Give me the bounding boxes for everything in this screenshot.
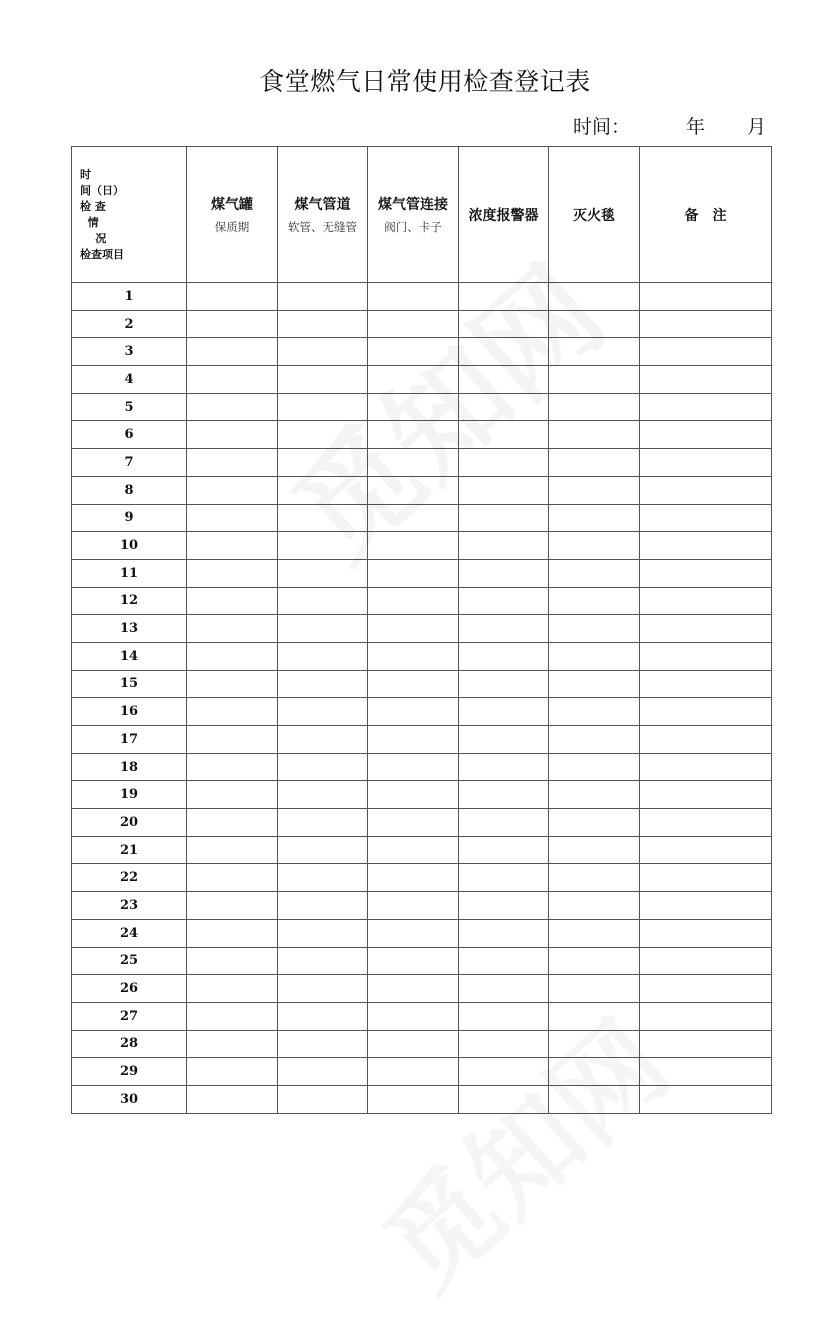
- col-subtitle: 阀门、卡子: [384, 220, 442, 234]
- entry-cell[interactable]: [549, 310, 640, 338]
- entry-cell[interactable]: [459, 476, 549, 504]
- entry-cell[interactable]: [549, 283, 640, 311]
- entry-cell[interactable]: [640, 393, 772, 421]
- entry-cell[interactable]: [368, 504, 459, 532]
- col-title: 灭火毯: [573, 207, 615, 224]
- row-number: 27: [72, 1002, 187, 1030]
- entry-cell[interactable]: [187, 1058, 278, 1086]
- entry-cell[interactable]: [459, 947, 549, 975]
- table-row: [72, 836, 772, 864]
- entry-cell[interactable]: [549, 670, 640, 698]
- table-row: [72, 919, 772, 947]
- row-number: 29: [72, 1058, 187, 1086]
- row-number: 9: [72, 504, 187, 532]
- entry-cell[interactable]: [368, 1058, 459, 1086]
- entry-cell[interactable]: [549, 781, 640, 809]
- entry-cell[interactable]: [640, 836, 772, 864]
- entry-cell[interactable]: [187, 449, 278, 477]
- entry-cell[interactable]: [459, 975, 549, 1003]
- row-number: 2: [72, 310, 187, 338]
- row-number: 1: [72, 283, 187, 311]
- entry-cell[interactable]: [187, 892, 278, 920]
- entry-cell[interactable]: [459, 532, 549, 560]
- table-row: [72, 476, 772, 504]
- entry-cell[interactable]: [187, 615, 278, 643]
- entry-cell[interactable]: [459, 753, 549, 781]
- entry-cell[interactable]: [549, 642, 640, 670]
- entry-cell[interactable]: [459, 809, 549, 837]
- table-row: [72, 809, 772, 837]
- col-header-gas-pipe: [278, 147, 368, 283]
- entry-cell[interactable]: [187, 642, 278, 670]
- col-title: 浓度报警器: [468, 207, 539, 224]
- entry-cell[interactable]: [278, 615, 368, 643]
- entry-cell[interactable]: [549, 1085, 640, 1113]
- row-number: 8: [72, 476, 187, 504]
- entry-cell[interactable]: [640, 504, 772, 532]
- table-row: [72, 310, 772, 338]
- row-number: 23: [72, 892, 187, 920]
- table-row: [72, 781, 772, 809]
- entry-cell[interactable]: [368, 809, 459, 837]
- col-subtitle: 保质期: [214, 220, 250, 234]
- entry-cell[interactable]: [640, 1085, 772, 1113]
- entry-cell[interactable]: [459, 310, 549, 338]
- table-row: [72, 698, 772, 726]
- table-row: [72, 283, 772, 311]
- entry-cell[interactable]: [459, 1002, 549, 1030]
- entry-cell[interactable]: [640, 726, 772, 754]
- entry-cell[interactable]: [278, 366, 368, 394]
- entry-cell[interactable]: [368, 947, 459, 975]
- entry-cell[interactable]: [368, 642, 459, 670]
- entry-cell[interactable]: [278, 504, 368, 532]
- entry-cell[interactable]: [187, 1030, 278, 1058]
- entry-cell[interactable]: [368, 559, 459, 587]
- entry-cell[interactable]: [640, 421, 772, 449]
- entry-cell[interactable]: [278, 809, 368, 837]
- entry-cell[interactable]: [187, 1002, 278, 1030]
- entry-cell[interactable]: [368, 836, 459, 864]
- entry-cell[interactable]: [278, 726, 368, 754]
- entry-cell[interactable]: [187, 532, 278, 560]
- entry-cell[interactable]: [549, 809, 640, 837]
- entry-cell[interactable]: [368, 864, 459, 892]
- entry-cell[interactable]: [187, 781, 278, 809]
- month-label: 月: [746, 116, 766, 138]
- col-title: 煤气管道: [294, 197, 351, 213]
- entry-cell[interactable]: [278, 532, 368, 560]
- entry-cell[interactable]: [187, 919, 278, 947]
- row-number: 10: [72, 532, 187, 560]
- entry-cell[interactable]: [549, 559, 640, 587]
- entry-cell[interactable]: [187, 1085, 278, 1113]
- entry-cell[interactable]: [187, 975, 278, 1003]
- entry-cell[interactable]: [278, 781, 368, 809]
- entry-cell[interactable]: [187, 559, 278, 587]
- entry-cell[interactable]: [187, 726, 278, 754]
- entry-cell[interactable]: [459, 1085, 549, 1113]
- entry-cell[interactable]: [459, 892, 549, 920]
- entry-cell[interactable]: [549, 864, 640, 892]
- entry-cell[interactable]: [640, 698, 772, 726]
- entry-cell[interactable]: [368, 587, 459, 615]
- col-subtitle: 软管、无缝管: [288, 220, 357, 234]
- entry-cell[interactable]: [549, 476, 640, 504]
- entry-cell[interactable]: [549, 587, 640, 615]
- table-row: [72, 449, 772, 477]
- row-number: 24: [72, 919, 187, 947]
- table-row: [72, 670, 772, 698]
- entry-cell[interactable]: [368, 283, 459, 311]
- table-row: [72, 532, 772, 560]
- row-number: 17: [72, 726, 187, 754]
- corner-line: 间（日）: [80, 183, 124, 197]
- entry-cell[interactable]: [640, 864, 772, 892]
- row-number: 6: [72, 421, 187, 449]
- entry-cell[interactable]: [278, 421, 368, 449]
- entry-cell[interactable]: [278, 670, 368, 698]
- entry-cell[interactable]: [549, 836, 640, 864]
- row-number: 21: [72, 836, 187, 864]
- table-row: [72, 892, 772, 920]
- entry-cell[interactable]: [640, 310, 772, 338]
- entry-cell[interactable]: [459, 836, 549, 864]
- entry-cell[interactable]: [368, 532, 459, 560]
- entry-cell[interactable]: [368, 919, 459, 947]
- entry-cell[interactable]: [368, 726, 459, 754]
- row-number: 12: [72, 587, 187, 615]
- entry-cell[interactable]: [368, 670, 459, 698]
- col-title: 煤气管连接: [378, 197, 448, 213]
- col-header-fire-blanket: [549, 147, 640, 283]
- col-header-remarks: [640, 147, 772, 283]
- entry-cell[interactable]: [640, 449, 772, 477]
- entry-cell[interactable]: [368, 421, 459, 449]
- entry-cell[interactable]: [640, 670, 772, 698]
- entry-cell[interactable]: [368, 310, 459, 338]
- entry-cell[interactable]: [187, 421, 278, 449]
- table-row: [72, 1030, 772, 1058]
- table-row: [72, 864, 772, 892]
- entry-cell[interactable]: [549, 615, 640, 643]
- table-row: [72, 975, 772, 1003]
- entry-cell[interactable]: [278, 476, 368, 504]
- entry-cell[interactable]: [640, 476, 772, 504]
- entry-cell[interactable]: [459, 698, 549, 726]
- entry-cell[interactable]: [640, 809, 772, 837]
- table-row: [72, 615, 772, 643]
- row-number: 25: [72, 947, 187, 975]
- entry-cell[interactable]: [549, 947, 640, 975]
- entry-cell[interactable]: [278, 393, 368, 421]
- entry-cell[interactable]: [278, 892, 368, 920]
- entry-cell[interactable]: [368, 476, 459, 504]
- entry-cell[interactable]: [368, 615, 459, 643]
- entry-cell[interactable]: [187, 809, 278, 837]
- entry-cell[interactable]: [459, 1058, 549, 1086]
- entry-cell[interactable]: [549, 449, 640, 477]
- entry-cell[interactable]: [640, 892, 772, 920]
- entry-cell[interactable]: [368, 892, 459, 920]
- row-number: 11: [72, 559, 187, 587]
- date-label: 时间：: [572, 116, 630, 138]
- entry-cell[interactable]: [640, 1058, 772, 1086]
- entry-cell[interactable]: [459, 1030, 549, 1058]
- col-title: 备 注: [684, 207, 727, 224]
- entry-cell[interactable]: [549, 393, 640, 421]
- entry-cell[interactable]: [187, 698, 278, 726]
- entry-cell[interactable]: [187, 587, 278, 615]
- corner-header: [72, 147, 187, 283]
- entry-cell[interactable]: [640, 559, 772, 587]
- entry-cell[interactable]: [459, 726, 549, 754]
- row-number: 20: [72, 809, 187, 837]
- entry-cell[interactable]: [368, 781, 459, 809]
- table-row: [72, 338, 772, 366]
- entry-cell[interactable]: [640, 753, 772, 781]
- entry-cell[interactable]: [549, 753, 640, 781]
- table-row: [72, 587, 772, 615]
- table-row: [72, 753, 772, 781]
- entry-cell[interactable]: [640, 1002, 772, 1030]
- entry-cell[interactable]: [278, 698, 368, 726]
- entry-cell[interactable]: [459, 449, 549, 477]
- entry-cell[interactable]: [278, 587, 368, 615]
- entry-cell[interactable]: [549, 421, 640, 449]
- entry-cell[interactable]: [368, 1085, 459, 1113]
- table-row: [72, 366, 772, 394]
- entry-cell[interactable]: [459, 642, 549, 670]
- row-number: 7: [72, 449, 187, 477]
- entry-cell[interactable]: [640, 615, 772, 643]
- entry-cell[interactable]: [459, 366, 549, 394]
- year-label: 年: [685, 116, 705, 138]
- corner-line: 检查项目: [80, 247, 124, 261]
- table-row: [72, 421, 772, 449]
- entry-cell[interactable]: [459, 919, 549, 947]
- table-row: [72, 726, 772, 754]
- entry-cell[interactable]: [459, 864, 549, 892]
- page-title: 食堂燃气日常使用检查登记表: [259, 67, 591, 96]
- entry-cell[interactable]: [549, 1030, 640, 1058]
- entry-cell[interactable]: [278, 919, 368, 947]
- entry-cell[interactable]: [459, 670, 549, 698]
- entry-cell[interactable]: [549, 1002, 640, 1030]
- entry-cell[interactable]: [187, 670, 278, 698]
- entry-cell[interactable]: [368, 975, 459, 1003]
- table-row: [72, 947, 772, 975]
- entry-cell[interactable]: [640, 1030, 772, 1058]
- entry-cell[interactable]: [278, 1030, 368, 1058]
- row-number: 28: [72, 1030, 187, 1058]
- row-number: 3: [72, 338, 187, 366]
- row-number: 19: [72, 781, 187, 809]
- entry-cell[interactable]: [640, 781, 772, 809]
- row-number: 16: [72, 698, 187, 726]
- date-line: [573, 112, 766, 139]
- row-number: 30: [72, 1085, 187, 1113]
- entry-cell[interactable]: [368, 449, 459, 477]
- entry-cell[interactable]: [459, 615, 549, 643]
- entry-cell[interactable]: [549, 504, 640, 532]
- entry-cell[interactable]: [187, 476, 278, 504]
- entry-cell[interactable]: [278, 836, 368, 864]
- entry-cell[interactable]: [549, 892, 640, 920]
- entry-cell[interactable]: [187, 310, 278, 338]
- entry-cell[interactable]: [278, 1002, 368, 1030]
- table-row: [72, 393, 772, 421]
- entry-cell[interactable]: [459, 559, 549, 587]
- entry-cell[interactable]: [278, 947, 368, 975]
- entry-cell[interactable]: [640, 919, 772, 947]
- entry-cell[interactable]: [640, 642, 772, 670]
- entry-cell[interactable]: [278, 1085, 368, 1113]
- entry-cell[interactable]: [278, 310, 368, 338]
- entry-cell[interactable]: [549, 366, 640, 394]
- entry-cell[interactable]: [549, 1058, 640, 1086]
- row-number: 15: [72, 670, 187, 698]
- entry-cell[interactable]: [459, 338, 549, 366]
- row-number: 26: [72, 975, 187, 1003]
- entry-cell[interactable]: [459, 587, 549, 615]
- row-number: 14: [72, 642, 187, 670]
- entry-cell[interactable]: [459, 393, 549, 421]
- entry-cell[interactable]: [278, 975, 368, 1003]
- entry-cell[interactable]: [368, 338, 459, 366]
- entry-cell[interactable]: [640, 587, 772, 615]
- col-header-gas-alarm: [459, 147, 549, 283]
- entry-cell[interactable]: [278, 642, 368, 670]
- entry-cell[interactable]: [368, 698, 459, 726]
- entry-cell[interactable]: [187, 864, 278, 892]
- entry-cell[interactable]: [640, 283, 772, 311]
- entry-cell[interactable]: [640, 366, 772, 394]
- entry-cell[interactable]: [278, 1058, 368, 1086]
- row-number: 13: [72, 615, 187, 643]
- row-number: 18: [72, 753, 187, 781]
- entry-cell[interactable]: [278, 753, 368, 781]
- corner-line: 检 查: [80, 199, 106, 213]
- entry-cell[interactable]: [187, 366, 278, 394]
- entry-cell[interactable]: [278, 559, 368, 587]
- entry-cell[interactable]: [640, 947, 772, 975]
- entry-cell[interactable]: [640, 338, 772, 366]
- entry-cell[interactable]: [549, 919, 640, 947]
- entry-cell[interactable]: [549, 338, 640, 366]
- entry-cell[interactable]: [459, 781, 549, 809]
- col-title: 煤气罐: [211, 197, 253, 213]
- entry-cell[interactable]: [640, 532, 772, 560]
- entry-cell[interactable]: [278, 283, 368, 311]
- inspection-table: [71, 146, 772, 1114]
- entry-cell[interactable]: [640, 975, 772, 1003]
- row-number: 5: [72, 393, 187, 421]
- col-header-gas-tank: [187, 147, 278, 283]
- col-header-pipe-connection: [368, 147, 459, 283]
- entry-cell[interactable]: [459, 283, 549, 311]
- corner-line: 时: [80, 167, 91, 181]
- entry-cell[interactable]: [549, 726, 640, 754]
- entry-cell[interactable]: [278, 449, 368, 477]
- entry-cell[interactable]: [368, 1030, 459, 1058]
- entry-cell[interactable]: [278, 338, 368, 366]
- table-row: [72, 642, 772, 670]
- corner-line: 情: [80, 215, 99, 229]
- corner-line: 况: [80, 231, 107, 245]
- entry-cell[interactable]: [549, 975, 640, 1003]
- entry-cell[interactable]: [368, 753, 459, 781]
- table-row: [72, 1085, 772, 1113]
- entry-cell[interactable]: [278, 864, 368, 892]
- entry-cell[interactable]: [549, 698, 640, 726]
- table-row: [72, 559, 772, 587]
- entry-cell[interactable]: [549, 532, 640, 560]
- table-row: [72, 1002, 772, 1030]
- header-row: [72, 147, 772, 283]
- entry-cell[interactable]: [187, 504, 278, 532]
- entry-cell[interactable]: [187, 393, 278, 421]
- entry-cell[interactable]: [368, 393, 459, 421]
- entry-cell[interactable]: [187, 947, 278, 975]
- table-row: [72, 504, 772, 532]
- entry-cell[interactable]: [187, 753, 278, 781]
- entry-cell[interactable]: [187, 338, 278, 366]
- entry-cell[interactable]: [368, 1002, 459, 1030]
- entry-cell[interactable]: [459, 421, 549, 449]
- row-number: 22: [72, 864, 187, 892]
- table-row: [72, 1058, 772, 1086]
- entry-cell[interactable]: [368, 366, 459, 394]
- entry-cell[interactable]: [187, 283, 278, 311]
- row-number: 4: [72, 366, 187, 394]
- entry-cell[interactable]: [459, 504, 549, 532]
- entry-cell[interactable]: [187, 836, 278, 864]
